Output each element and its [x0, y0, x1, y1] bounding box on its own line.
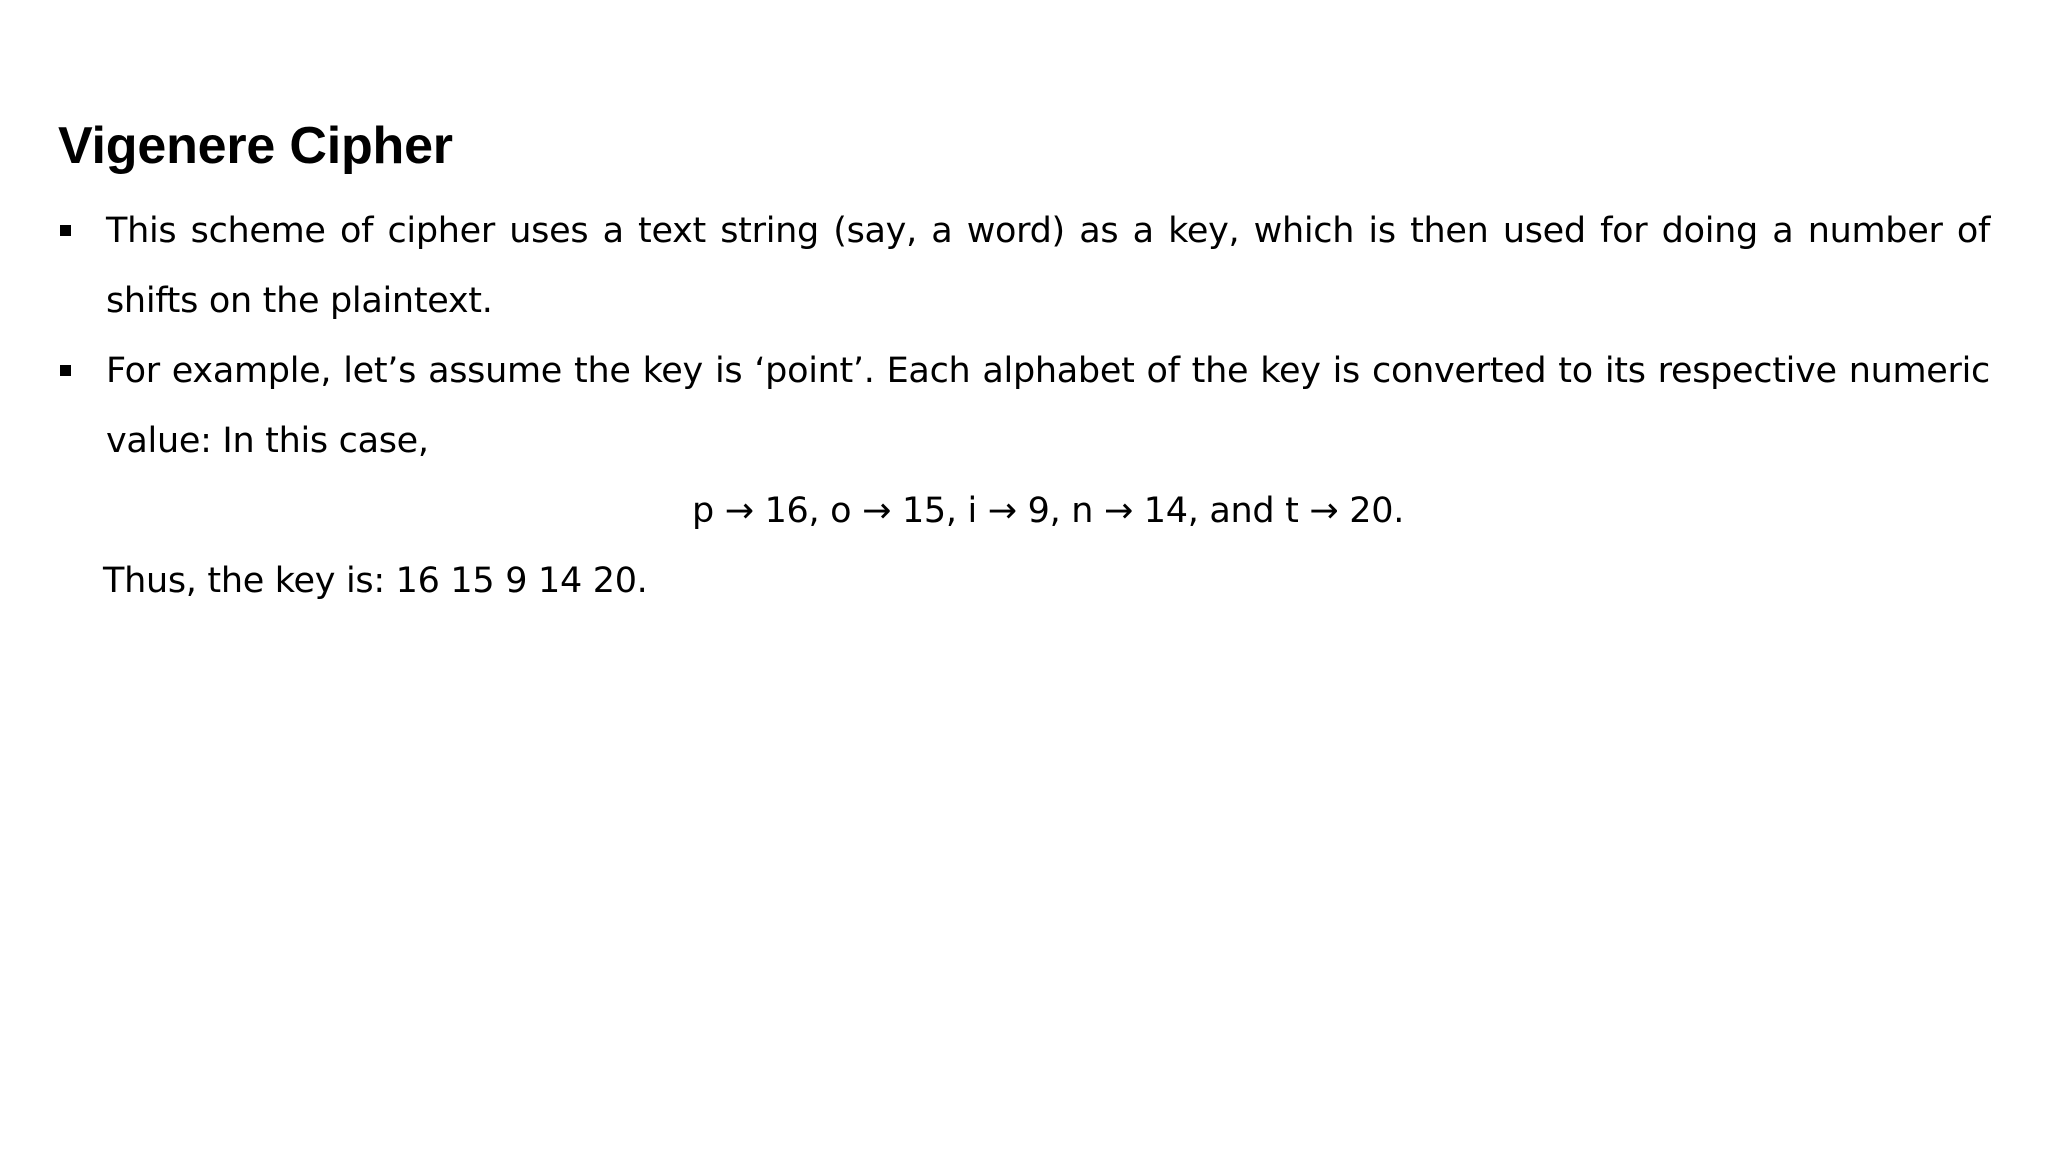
- bullet-text: This scheme of cipher uses a text string (say, a word) as a key, which is then used for doing a number of shifts on the plaintext.: [106, 211, 1990, 321]
- bullet-text: For example, let’s assume the key is ‘point’. Each alphabet of the key is converted to its respective numeric value: In this case,: [106, 351, 1990, 461]
- key-mapping-line: p → 16, o → 15, i → 9, n → 14, and t → 20.: [691, 491, 1405, 531]
- slide-title: Vigenere Cipher: [58, 117, 453, 175]
- slide-body: [58, 196, 1990, 616]
- key-conclusion: Thus, the key is: 16 15 9 14 20.: [103, 561, 648, 601]
- bullet-item: [58, 336, 1990, 476]
- bullet-item: [58, 196, 1990, 336]
- square-bullet-icon: [60, 365, 71, 376]
- square-bullet-icon: [60, 225, 71, 236]
